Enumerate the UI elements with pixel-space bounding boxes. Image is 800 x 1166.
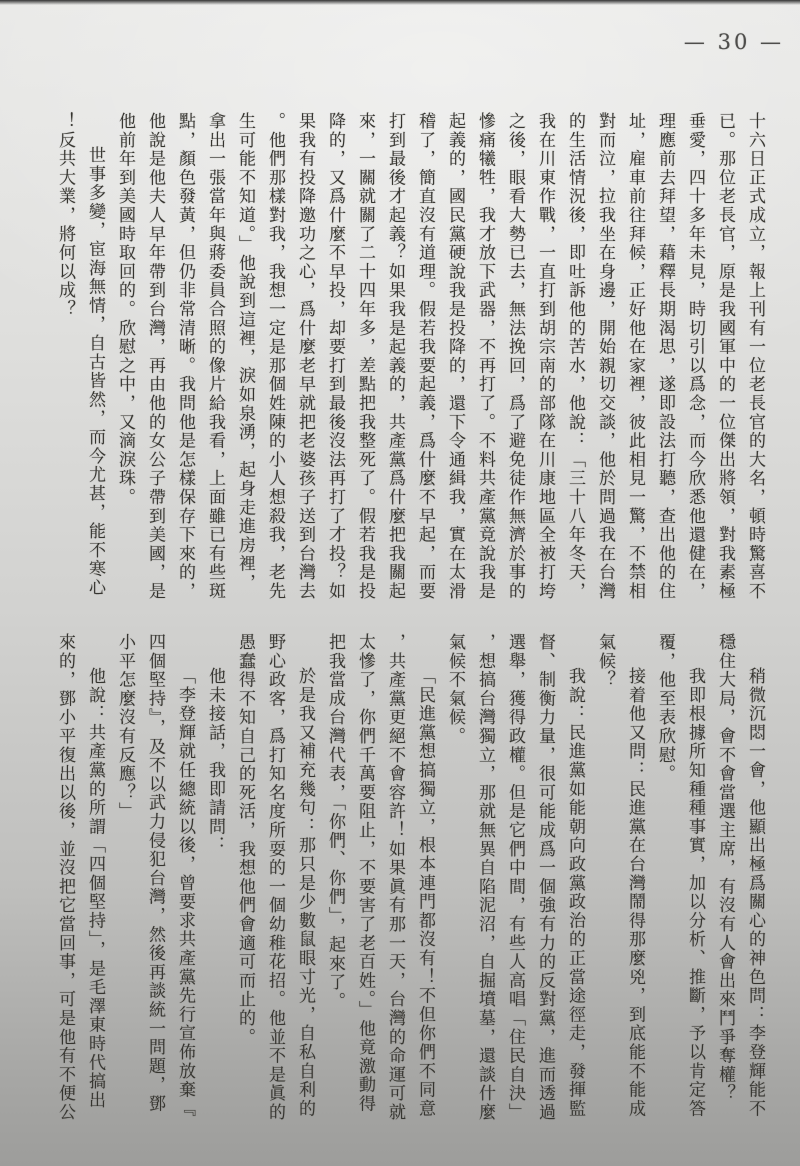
paragraph: 稍微沉悶一會，他顯出極爲關心的神色問：李登輝能不穩住大局，會不會當選主席，有沒有人會出來鬥爭奪權？ [715, 633, 765, 1119]
paragraph: 「民進黨想搞獨立，根本連門都沒有！不但你們不同意，共產黨更絕不會容許！如果眞有那一天，台灣的命運可就太慘了，你們千萬要阻止，不要害了老百姓。」他竟激動得把我當成台灣代表，「你們、你們」，起來了。 [325, 633, 435, 1122]
paragraph: 他未接話，我即請問： [205, 667, 225, 855]
paragraph: 「李登輝就任總統以後，曾要求共產黨先行宣佈放棄『四個堅持』，及不以武力侵犯台灣，然後再談統一問題，鄧小平怎麼沒有反應？」 [115, 633, 195, 1119]
paragraph: 我說：民進黨如能朝向政黨政治的正當途徑走，發揮監督、制衡力量，很可能成爲一個強有力的反對黨，進而透過選舉，獲得政權。但是它們中間，有些人高唱「住民自決」，想搞台灣獨立，那就無異自陷泥沼，自掘墳墓，還談什麼氣候不氣候。 [445, 633, 585, 1122]
paragraph: 接着他又問：民進黨在台灣鬧得那麼兇，到底能不能成氣候？ [595, 633, 645, 1119]
paragraph: 他說：共產黨的所謂「四個堅持」，是毛澤東時代搞出來的，鄧小平復出以後，並沒把它當回事，可是他有不便公 [55, 633, 105, 1122]
paragraph: 十六日正式成立，報上刊有一位老長官的大名，頓時驚喜不已。那位老長官，原是我國軍中的一位傑出將領，對我素極垂愛，四十多年未見，時切引以爲念，而今欣悉他還健在，理應前去拜望，藉釋長期渴思，遂即設法打聽，查出他的住址，雇車前往拜候，正好他在家裡，彼此相見一驚，不禁相對而泣，拉我坐在身邊，開始親切交談，他於問過我在台灣的生活情況後，即吐訴他的苦水，他說：「三十八年冬天，我在川東作戰，一直打到胡宗南的部隊在川康地區全被打垮之後，眼看大勢已去，無法挽回，爲了避免徒作無濟於事的慘痛犧牲，我才放下武器，不再打了。不料共產黨竟說我是起義的，國民黨硬說我是投降的，還下令通緝我，實在太滑稽了，簡直沒有道理。假若我要起義，爲什麼不早起，而要打到最後才起義？如果我是起義的，共產黨爲什麼把我關起來，一關就關了二十四年多，差點把我整死了。假若我是投降的，又爲什麼不早投，却要打到最後沒法再打了才投？如果我有投降邀功之心，爲什麼老早就把老婆孩子送到台灣去。他們那樣對我，我想一定是那個姓陳的小人想殺我，老先生可能不知道。」他說到這裡，淚如泉湧，起身走進房裡，拿出一張當年與蔣委員合照的像片給我看，上面雖已有些斑點，顏色發黃，但仍非常清晰。我問他是怎樣保存下來的，他說是他夫人早年帶到台灣，再由他的女公子帶到美國，是他前年到美國時取回的。欣慰之中，又滴淚珠。 [115, 112, 765, 601]
lower-text-block [46, 633, 770, 1123]
scan-top-edge-shadow [0, 0, 800, 5]
paragraph: 我即根據所知種種事實，加以分析、推斷，予以肯定答覆，他至表欣慰。 [655, 633, 705, 1119]
paragraph: 於是我又補充幾句：那只是少數鼠眼寸光，自私自利的野心政客，爲打知名度所耍的一個幼稚花招。他並不是眞的愚蠢得不知自己的死活，我想他們會適可而止的。 [235, 633, 315, 1122]
upper-text-block [46, 112, 770, 602]
paragraph: 世事多變，宦海無情，自古皆然，而今尤甚，能不寒心！反共大業，將何以成？ [55, 112, 105, 598]
page-number: — 30 — [683, 30, 784, 54]
